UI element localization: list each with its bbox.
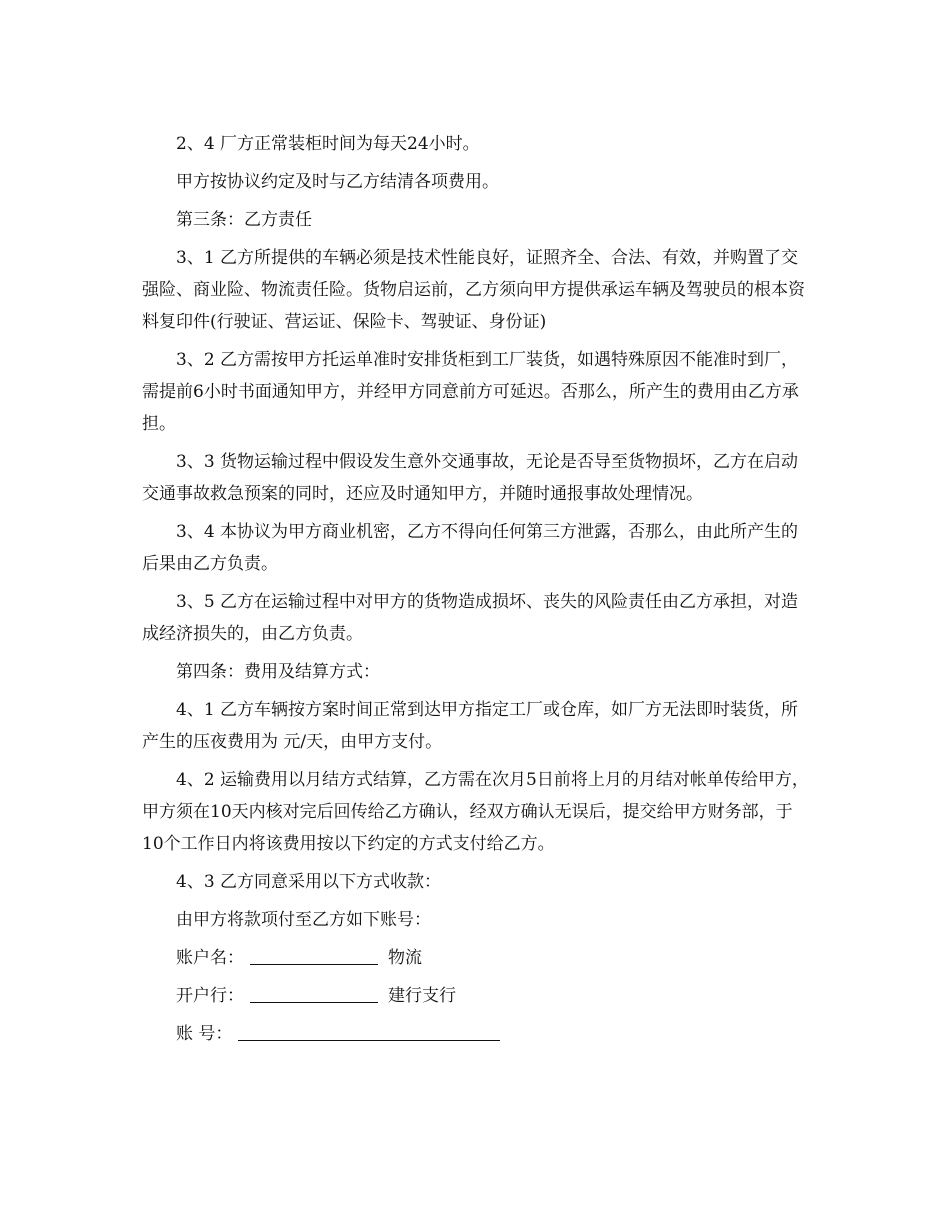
clause-3-4: 3、4 本协议为甲方商业机密，乙方不得向任何第三方泄露，否那么，由此所产生的后果由乙方负责。 [142, 522, 799, 574]
clause-3-1: 3、1 乙方所提供的车辆必须是技术性能良好，证照齐全、合法、有效，并购置了交强险、商业险、物流责任险。货物启运前，乙方须向甲方提供承运车辆及驾驶员的根本资料复印件(行驶证、营运证、保险卡、驾驶证、身份证) [142, 248, 805, 332]
article-3-heading: 第三条：乙方责任 [176, 210, 312, 230]
payment-settlement-note: 甲方按协议约定及时与乙方结清各项费用。 [176, 172, 499, 192]
contract-body [142, 128, 812, 1056]
clause-3-3: 3、3 货物运输过程中假设发生意外交通事故，无论是否导至货物损坏，乙方在启动交通事故救急预案的同时，还应及时通知甲方，并随时通报事故处理情况。 [142, 452, 799, 504]
account-number-row [176, 1018, 812, 1050]
clause-4-3: 4、3 乙方同意采用以下方式收款： [176, 872, 442, 892]
clause-4-1: 4、1 乙方车辆按方案时间正常到达甲方指定工厂或仓库，如厂方无法即时装货，所产生的压夜费用为 元/天，由甲方支付。 [142, 700, 799, 752]
clause-2-4: 2、4 厂方正常装柜时间为每天24小时。 [176, 134, 480, 154]
account-name-row [176, 942, 812, 974]
bank-row [176, 980, 812, 1012]
payment-account-intro: 由甲方将款项付至乙方如下账号： [176, 910, 431, 930]
clause-3-5: 3、5 乙方在运输过程中对甲方的货物造成损坏、丧失的风险责任由乙方承担，对造成经济损失的，由乙方负责。 [142, 592, 799, 644]
account-name-blank [250, 944, 378, 965]
article-4-heading: 第四条：费用及结算方式： [176, 662, 380, 682]
account-number-label: 账 号： [176, 1024, 233, 1044]
bank-blank [250, 982, 378, 1003]
bank-label: 开户行： [176, 986, 244, 1006]
clause-4-2: 4、2 运输费用以月结方式结算，乙方需在次月5日前将上月的月结对帐单传给甲方，甲方须在10天内核对完后回传给乙方确认，经双方确认无误后，提交给甲方财务部，于10个工作日内将该费用按以下约定的方式支付给乙方。 [142, 770, 809, 854]
account-name-label: 账户名： [176, 948, 244, 968]
bank-value: 建行支行 [388, 986, 456, 1006]
clause-3-2: 3、2 乙方需按甲方托运单准时安排货柜到工厂装货，如遇特殊原因不能准时到厂，需提前6小时书面通知甲方，并经甲方同意前方可延迟。否那么，所产生的费用由乙方承担。 [142, 350, 799, 434]
account-name-value: 物流 [388, 948, 422, 968]
account-number-blank [238, 1020, 500, 1041]
